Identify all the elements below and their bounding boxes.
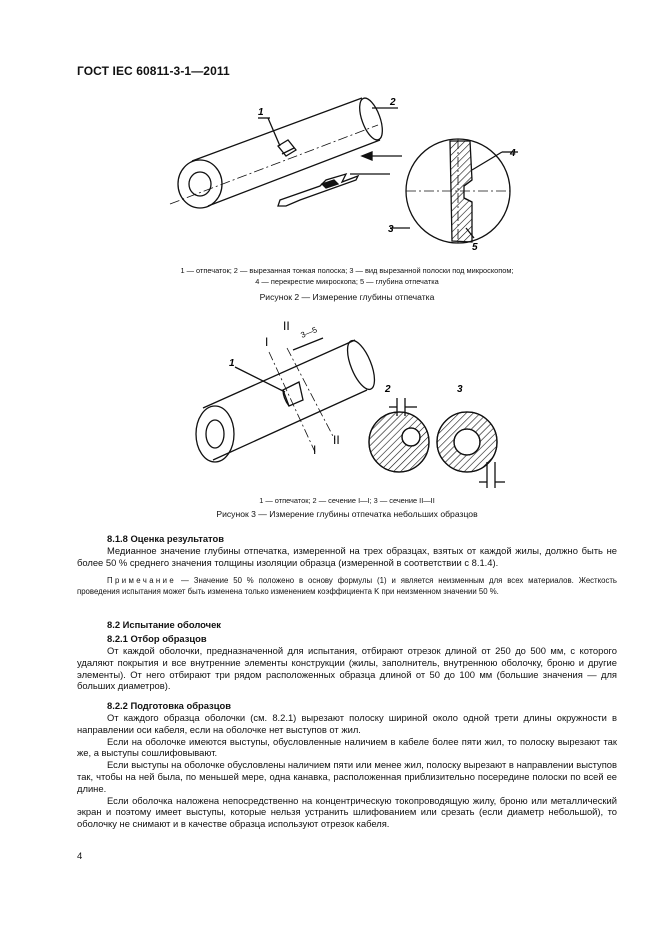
figure-2-legend-line2: 4 — перекрестие микроскопа; 5 — глубина отпечатка xyxy=(255,277,439,286)
figure-3-illustration xyxy=(185,312,515,497)
fig3-section-II-top: II xyxy=(283,319,290,333)
section-8-2-2-p4: Если оболочка наложена непосредственно на концентрическую токопроводящую жилу, броню или металлический экран и поэтому имеет выступы, которые нельзя устранить шлифованием или срезать (если диаметр небольшой), то оболочку не снимают и в качестве образца используют отрезок кабеля. xyxy=(77,794,617,830)
figure-3-legend: 1 — отпечаток; 2 — сечение I—I; 3 — сечение II—II xyxy=(259,496,435,505)
fig3-section-I-bottom: I xyxy=(313,443,317,457)
fig2-label-3: 3 xyxy=(388,224,394,235)
note-label: Примечание xyxy=(107,576,177,585)
figure-2-illustration xyxy=(150,88,550,263)
figure-2-legend-line1: 1 — отпечаток; 2 — вырезанная тонкая полоска; 3 — вид вырезанной полоски под микроскопом; xyxy=(180,266,514,275)
section-8-1-8-text: Медианное значение глубины отпечатка, измеренной на трех образцах, взятых от каждой жилы, должно быть не более 50 % среднего значения толщины изоляции образца (измеренной в соответствии с 8.1.4). xyxy=(77,545,617,568)
section-8-1-8-heading: 8.1.8 Оценка результатов xyxy=(107,533,225,544)
section-8-2-2-heading: 8.2.2 Подготовка образцов xyxy=(107,700,231,711)
section-8-2-1-heading: 8.2.1 Отбор образцов xyxy=(107,633,207,644)
fig2-label-1: 1 xyxy=(258,107,264,118)
fig3-section-II-bottom: II xyxy=(333,433,340,447)
fig2-label-4: 4 xyxy=(510,148,516,159)
fig3-label-1: 1 xyxy=(229,358,235,369)
fig3-label-3: 3 xyxy=(457,384,463,395)
section-8-2-2-p1: От каждого образца оболочки (см. 8.2.1) вырезают полоску шириной около одной трети длины окружности в направлении оси кабеля, если на оболочке нет выступов от жил. xyxy=(77,712,617,735)
document-header: ГОСТ IEC 60811-3-1—2011 xyxy=(77,64,230,78)
section-8-1-8-note xyxy=(77,576,617,597)
section-8-2-1-text: От каждой оболочки, предназначенной для испытания, отбирают отрезок длиной от 250 до 500 мм, с которого удаляют покрытия и все внутренние элементы конструкции (жилы, заполнитель, внутреннюю оболочку, броню и другие элементы). От него отбирают три рядом расположенных образца длиной от 50 до 100 мм (большие значения — для больших диаметров). xyxy=(77,645,617,692)
figure-3-title: Рисунок 3 — Измерение глубины отпечатка небольших образцов xyxy=(216,509,478,519)
fig3-section-I-top: I xyxy=(265,335,269,349)
fig3-label-2: 2 xyxy=(385,384,391,395)
fig3-dimension: 3—5 xyxy=(299,325,319,340)
page-number: 4 xyxy=(77,851,83,862)
fig2-label-2: 2 xyxy=(390,97,396,108)
fig2-label-5: 5 xyxy=(472,242,478,253)
note-text: — Значение 50 % положено в основу формулы (1) и является неизменным для всех материалов. Жесткость проведения испытания может быть изменена только изменением коэффициента K при неизменном значении 50 %. xyxy=(77,576,617,596)
section-8-2-2-text xyxy=(77,712,617,830)
section-8-2-2-p2: Если на оболочке имеются выступы, обусловленные наличием в кабеле более пяти жил, то полоску вырезают так же, а выступы сошлифовывают. xyxy=(77,735,617,759)
section-8-2-2-p3: Если выступы на оболочке обусловлены наличием пяти или менее жил, полоску вырезают в направлении выступов так, чтобы на ней была, по меньшей мере, одна канавка, расположенная приблизительно посередине полоски по всей ее длине. xyxy=(77,759,617,794)
section-8-2-heading: 8.2 Испытание оболочек xyxy=(107,619,221,630)
figure-2-title: Рисунок 2 — Измерение глубины отпечатка xyxy=(259,292,435,302)
